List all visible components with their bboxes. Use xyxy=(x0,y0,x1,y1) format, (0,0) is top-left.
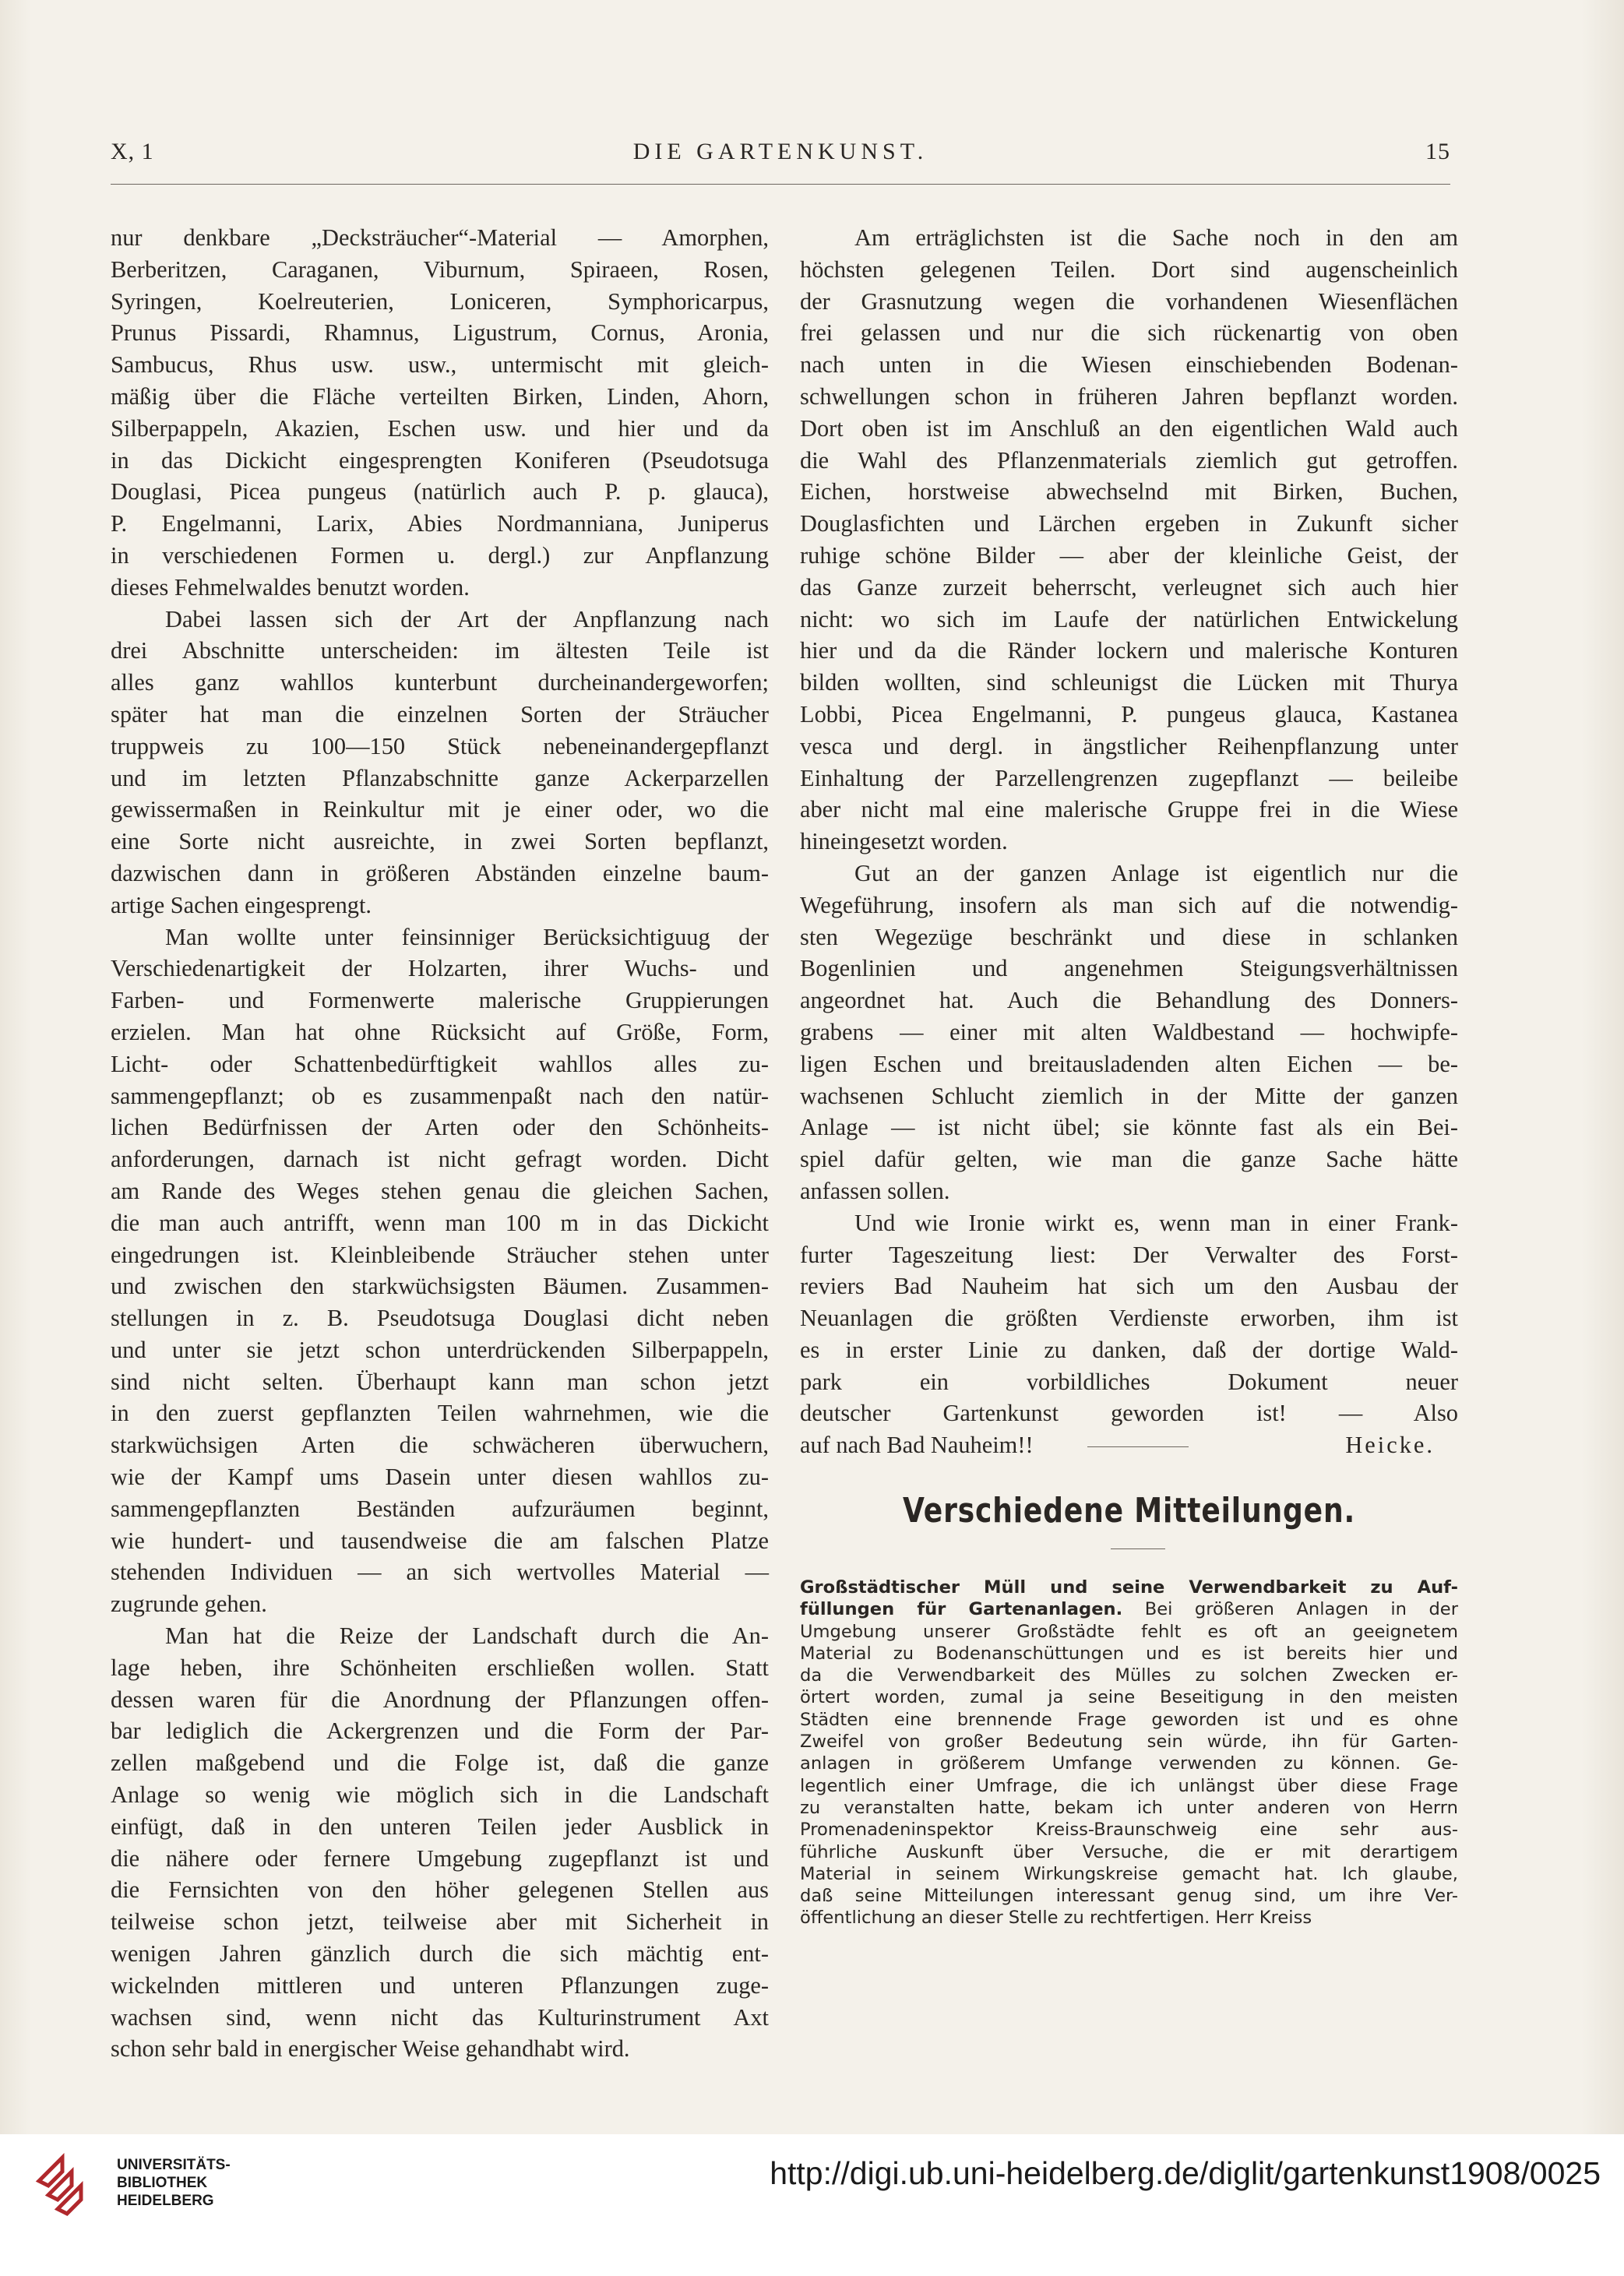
left-paragraph xyxy=(111,604,769,921)
text-line: lichen Bedürfnissen der Arten oder den Schönheits- xyxy=(111,1114,769,1141)
title-underline xyxy=(1111,1548,1165,1549)
text-line: gewissermaßen in Reinkultur mit je einer oder, wo die xyxy=(111,796,769,823)
news-line: Material in seinem Wirkungskreise gemacht hat. Ich glaube, xyxy=(800,1863,1458,1884)
text-line: sammengepflanzten Beständen aufzuräumen beginnt, xyxy=(111,1495,769,1522)
text-line: dieses Fehmelwaldes benutzt worden. xyxy=(111,573,470,601)
text-line: später hat man die einzelnen Sorten der Sträucher xyxy=(111,700,769,728)
text-line: eingedrungen ist. Kleinbleibende Sträucher stehen unter xyxy=(111,1241,769,1268)
text-line: zellen maßgebend und die Folge ist, daß die ganze xyxy=(111,1749,769,1777)
text-line: reviers Bad Nauheim hat sich um den Ausbau der xyxy=(800,1273,1458,1300)
text-line: aber nicht mal eine malerische Gruppe frei in die Wiese xyxy=(800,796,1458,823)
text-line: lage heben, ihre Schönheiten erschließen wollen. Statt xyxy=(111,1654,769,1681)
text-line: in den zuerst gepflanzten Teilen wahrnehmen, wie die xyxy=(111,1400,769,1427)
news-text: Bei größeren Anlagen in der xyxy=(1144,1599,1458,1620)
text-line: sammengepflanzt; ob es zusammenpaßt nach den natür- xyxy=(111,1082,769,1109)
text-line: Einhaltung der Parzellengrenzen zugepflanzt — beileibe xyxy=(800,764,1458,791)
text-line: Silberpappeln, Akazien, Eschen usw. und hier und da xyxy=(111,414,769,442)
text-line: hineingesetzt worden. xyxy=(800,828,1008,855)
text-line: auf nach Bad Nauheim!! xyxy=(800,1432,1034,1459)
text-line: Lobbi, Picea Engelmanni, P. pungeus glauca, Kastanea xyxy=(800,700,1458,728)
text-line: Anlage — ist nicht übel; sie könnte fast als ein Bei- xyxy=(800,1114,1458,1141)
text-line: deutscher Gartenkunst geworden ist! — Also xyxy=(800,1400,1458,1427)
text-line: höchsten gelegenen Teilen. Dort sind augenscheinlich xyxy=(800,255,1458,283)
text-line: Licht- oder Schattenbedürftigkeit wahllos alles zu- xyxy=(111,1050,769,1077)
text-line: starkwüchsigen Arten die schwächeren überwuchern, xyxy=(111,1432,769,1459)
text-line: einfügt, daß in den unteren Teilen jeder Ausblick in xyxy=(111,1813,769,1840)
text-line: park ein vorbildliches Dokument neuer xyxy=(800,1368,1458,1395)
text-line: die Fernsichten von den höher gelegenen Stellen aus xyxy=(111,1876,769,1904)
text-line: schwellungen schon in früheren Jahren bepflanzt worden. xyxy=(800,382,1458,410)
text-line: furter Tageszeitung liest: Der Verwalter des Forst- xyxy=(800,1241,1458,1268)
text-line: Dabei lassen sich der Art der Anpflanzung nach xyxy=(165,605,769,632)
news-line: anlagen in größerem Umfange verwenden zu können. Ge- xyxy=(800,1753,1458,1774)
library-name-line-3: HEIDELBERG xyxy=(117,2193,214,2209)
text-line: hier und da die Ränder lockern und malerische Konturen xyxy=(800,637,1458,664)
text-line: nach unten in die Wiesen einschiebenden Bodenan- xyxy=(800,351,1458,379)
text-line: frei gelassen und nur die sich rückenartig von oben xyxy=(800,319,1458,347)
text-line: Prunus Pissardi, Rhamnus, Ligustrum, Cornus, Aronia, xyxy=(111,319,769,347)
text-line: sind nicht selten. Überhaupt kann man schon jetzt xyxy=(111,1368,769,1395)
text-line: Man wollte unter feinsinniger Berücksichtiguug der xyxy=(165,923,769,950)
news-line: öffentlichung an dieser Stelle zu rechtfertigen. Herr Kreiss xyxy=(800,1908,1312,1929)
text-line: wenigen Jahren gänzlich durch die sich mächtig ent- xyxy=(111,1940,769,1968)
news-line: Umgebung unserer Großstädte fehlt es oft an geeignetem xyxy=(800,1621,1458,1642)
right-paragraph xyxy=(800,1207,1458,1461)
header-rule xyxy=(111,184,1450,185)
text-line: stellungen in z. B. Pseudotsuga Douglasi dicht neben xyxy=(111,1305,769,1332)
text-line: Farben- und Formenwerte malerische Gruppierungen xyxy=(111,987,769,1014)
text-line: und zwischen den starkwüchsigsten Bäumen. Zusammen- xyxy=(111,1273,769,1300)
text-line: in das Dickicht eingesprengten Koniferen (Pseudotsuga xyxy=(111,446,769,474)
news-line: zu veranstalten hatte, bekam ich unter anderen von Herrn xyxy=(800,1797,1458,1818)
text-line: mäßig über die Fläche verteilten Birken, Linden, Ahorn, xyxy=(111,382,769,410)
text-line: Eichen, horstweise abwechselnd mit Birken, Buchen, xyxy=(800,478,1458,506)
news-heading-line-1 xyxy=(800,1577,1458,1598)
text-line: dessen waren für die Anordnung der Pflanzungen offen- xyxy=(111,1686,769,1713)
text-line: wachsen sind, wenn nicht das Kulturinstrument Axt xyxy=(111,2003,769,2031)
news-heading-continued: füllungen für Gartenanlagen. xyxy=(800,1599,1123,1620)
text-line: die man auch antrifft, wenn man 100 m in das Dickicht xyxy=(111,1209,769,1236)
news-line: Städten eine brennende Frage geworden ist und es ohne xyxy=(800,1709,1458,1730)
left-paragraph xyxy=(111,222,769,604)
text-line: wie hundert- und tausendweise die am falschen Platze xyxy=(111,1527,769,1554)
text-line: Und wie Ironie wirkt es, wenn man in einer Frank- xyxy=(854,1209,1458,1236)
news-line: Material zu Bodenanschüttungen und es ist bereits hier und xyxy=(800,1643,1458,1664)
text-line: Heicke. xyxy=(1345,1432,1435,1459)
news-line: örtert worden, zumal ja seine Beseitigung in den meisten xyxy=(800,1687,1458,1708)
text-line: Verschiedenartigkeit der Holzarten, ihrer Wuchs- und xyxy=(111,955,769,982)
news-heading: Großstädtischer Müll und seine Verwendbarkeit zu Auf- xyxy=(800,1577,1458,1598)
text-line: wie der Kampf ums Dasein unter diesen wahllos zu- xyxy=(111,1464,769,1491)
text-line: Neuanlagen die größten Verdienste erworben, ihm ist xyxy=(800,1305,1458,1332)
text-line: schon sehr bald in energischer Weise gehandhabt wird. xyxy=(111,2035,630,2063)
text-line: vesca und dergl. in ängstlicher Reihenpflanzung unter xyxy=(800,732,1458,759)
text-line: bilden wollten, sind schleunigst die Lücken mit Thurya xyxy=(800,669,1458,696)
text-line: das Ganze zurzeit beherrscht, verleugnet sich auch hier xyxy=(800,573,1458,601)
left-paragraph xyxy=(111,921,769,1621)
text-line: Douglasi, Picea pungeus (natürlich auch P. p. glauca), xyxy=(111,478,769,506)
library-name-line-2: BIBLIOTHEK xyxy=(117,2175,208,2191)
text-line: Sambucus, Rhus usw. usw., untermischt mit gleich- xyxy=(111,351,769,379)
text-line: und unter sie jetzt schon unterdrückenden Silberpappeln, xyxy=(111,1336,769,1363)
text-line: Wegeführung, insofern als man sich auf die notwendig- xyxy=(800,891,1458,918)
text-line: Am erträglichsten ist die Sache noch in den am xyxy=(854,224,1458,251)
news-line xyxy=(800,1598,1458,1620)
text-line: und im letzten Pflanzabschnitte ganze Ackerparzellen xyxy=(111,764,769,791)
news-line: Zweifel von großer Bedeutung sein würde, ihn für Garten- xyxy=(800,1732,1458,1753)
digitization-url[interactable]: http://digi.ub.uni-heidelberg.de/diglit/gartenkunst1908/0025 xyxy=(770,2155,1601,2191)
section-divider xyxy=(1087,1446,1189,1447)
text-line: am Rande des Weges stehen genau die gleichen Sachen, xyxy=(111,1177,769,1204)
news-line: Promenadeninspektor Kreiss-Braunschweig eine sehr aus- xyxy=(800,1820,1458,1841)
text-line: Man hat die Reize der Landschaft durch die An- xyxy=(165,1622,769,1650)
text-line: Syringen, Koelreuterien, Loniceren, Symphoricarpus, xyxy=(111,287,769,315)
text-line: P. Engelmanni, Larix, Abies Nordmanniana, Juniperus xyxy=(111,510,769,537)
news-line: daß seine Mitteilungen interessant genug sind, um ihre Ver- xyxy=(800,1886,1458,1907)
running-header xyxy=(111,139,1450,173)
text-line: Gut an der ganzen Anlage ist eigentlich nur die xyxy=(854,859,1458,886)
text-line: drei Abschnitte unterscheiden: im ältesten Teile ist xyxy=(111,637,769,664)
text-line: wickelnden mittleren und unteren Pflanzungen zuge- xyxy=(111,1971,769,1999)
text-line: angeordnet hat. Auch die Behandlung des Donners- xyxy=(800,987,1458,1014)
text-line: die nähere oder fernere Umgebung zugepflanzt ist und xyxy=(111,1844,769,1872)
text-line: spiel dafür gelten, wie man die ganze Sache hätte xyxy=(800,1146,1458,1173)
text-line: nur denkbare „Decksträucher“-Material — Amorphen, xyxy=(111,224,769,251)
right-paragraph xyxy=(800,222,1458,858)
text-line: die Wahl des Pflanzenmaterials ziemlich gut getroffen. xyxy=(800,446,1458,474)
left-column xyxy=(111,222,769,2065)
news-article xyxy=(800,1577,1458,1929)
text-line: teilweise schon jetzt, teilweise aber mit Sicherheit in xyxy=(111,1908,769,1936)
text-line: ruhige schöne Bilder — aber der kleinliche Geist, der xyxy=(800,541,1458,569)
page-number: 15 xyxy=(1425,139,1450,164)
right-paragraph xyxy=(800,858,1458,1207)
text-line: grabens — einer mit alten Waldbestand — hochwipfe- xyxy=(800,1018,1458,1045)
journal-title: DIE GARTENKUNST. xyxy=(632,139,928,164)
text-line: der Grasnutzung wegen die vorhandenen Wiesenflächen xyxy=(800,287,1458,315)
text-line: stehenden Individuen — an sich wertvolles Material — xyxy=(111,1559,769,1586)
text-line: dazwischen dann in größeren Abständen einzelne baum- xyxy=(111,859,769,886)
library-name-line-1: UNIVERSITÄTS- xyxy=(117,2157,231,2173)
text-line: Bogenlinien und angenehmen Steigungsverhältnissen xyxy=(800,955,1458,982)
text-line: alles ganz wahllos kunterbunt durcheinandergeworfen; xyxy=(111,669,769,696)
text-line: es in erster Linie zu danken, daß der dortige Wald- xyxy=(800,1336,1458,1363)
text-line: truppweis zu 100—150 Stück nebeneinandergepflanzt xyxy=(111,732,769,759)
text-line: nicht: wo sich im Laufe der natürlichen Entwickelung xyxy=(800,605,1458,632)
text-line: wachsenen Schlucht ziemlich in der Mitte der ganzen xyxy=(800,1082,1458,1109)
text-line: artige Sachen eingesprengt. xyxy=(111,891,372,918)
text-line: Berberitzen, Caraganen, Viburnum, Spiraeen, Rosen, xyxy=(111,255,769,283)
text-line: Dort oben ist im Anschluß an den eigentlichen Wald auch xyxy=(800,414,1458,442)
news-line: legentlich einer Umfrage, die ich unlängst über diese Frage xyxy=(800,1775,1458,1796)
text-line: zugrunde gehen. xyxy=(111,1591,267,1618)
library-name xyxy=(117,2156,231,2210)
volume-number: X, 1 xyxy=(111,139,154,164)
text-line: in verschiedenen Formen u. dergl.) zur Anpflanzung xyxy=(111,541,769,569)
news-line: führliche Auskunft über Versuche, die er mit derartigem xyxy=(800,1841,1458,1862)
text-line: eine Sorte nicht ausreichte, in zwei Sorten bepflanzt, xyxy=(111,828,769,855)
text-line: bar lediglich die Ackergrenzen und die Form der Par- xyxy=(111,1718,769,1745)
text-line: sten Wegezüge beschränkt und diese in schlanken xyxy=(800,923,1458,950)
text-line: anforderungen, darnach ist nicht gefragt worden. Dicht xyxy=(111,1146,769,1173)
left-paragraph xyxy=(111,1620,769,2065)
library-logo-icon xyxy=(31,2150,101,2220)
text-line: anfassen sollen. xyxy=(800,1177,950,1204)
text-line: ligen Eschen und breitausladenden alten Eichen — be- xyxy=(800,1050,1458,1077)
text-line: Anlage so wenig wie möglich sich in die Landschaft xyxy=(111,1781,769,1809)
text-line: erzielen. Man hat ohne Rücksicht auf Größe, Form, xyxy=(111,1018,769,1045)
right-column xyxy=(800,222,1458,1461)
news-line: da die Verwendbarkeit des Mülles zu solchen Zwecken er- xyxy=(800,1665,1458,1686)
text-line: Douglasfichten und Lärchen ergeben in Zukunft sicher xyxy=(800,510,1458,537)
section-title: Verschiedene Mitteilungen. xyxy=(903,1491,1355,1531)
